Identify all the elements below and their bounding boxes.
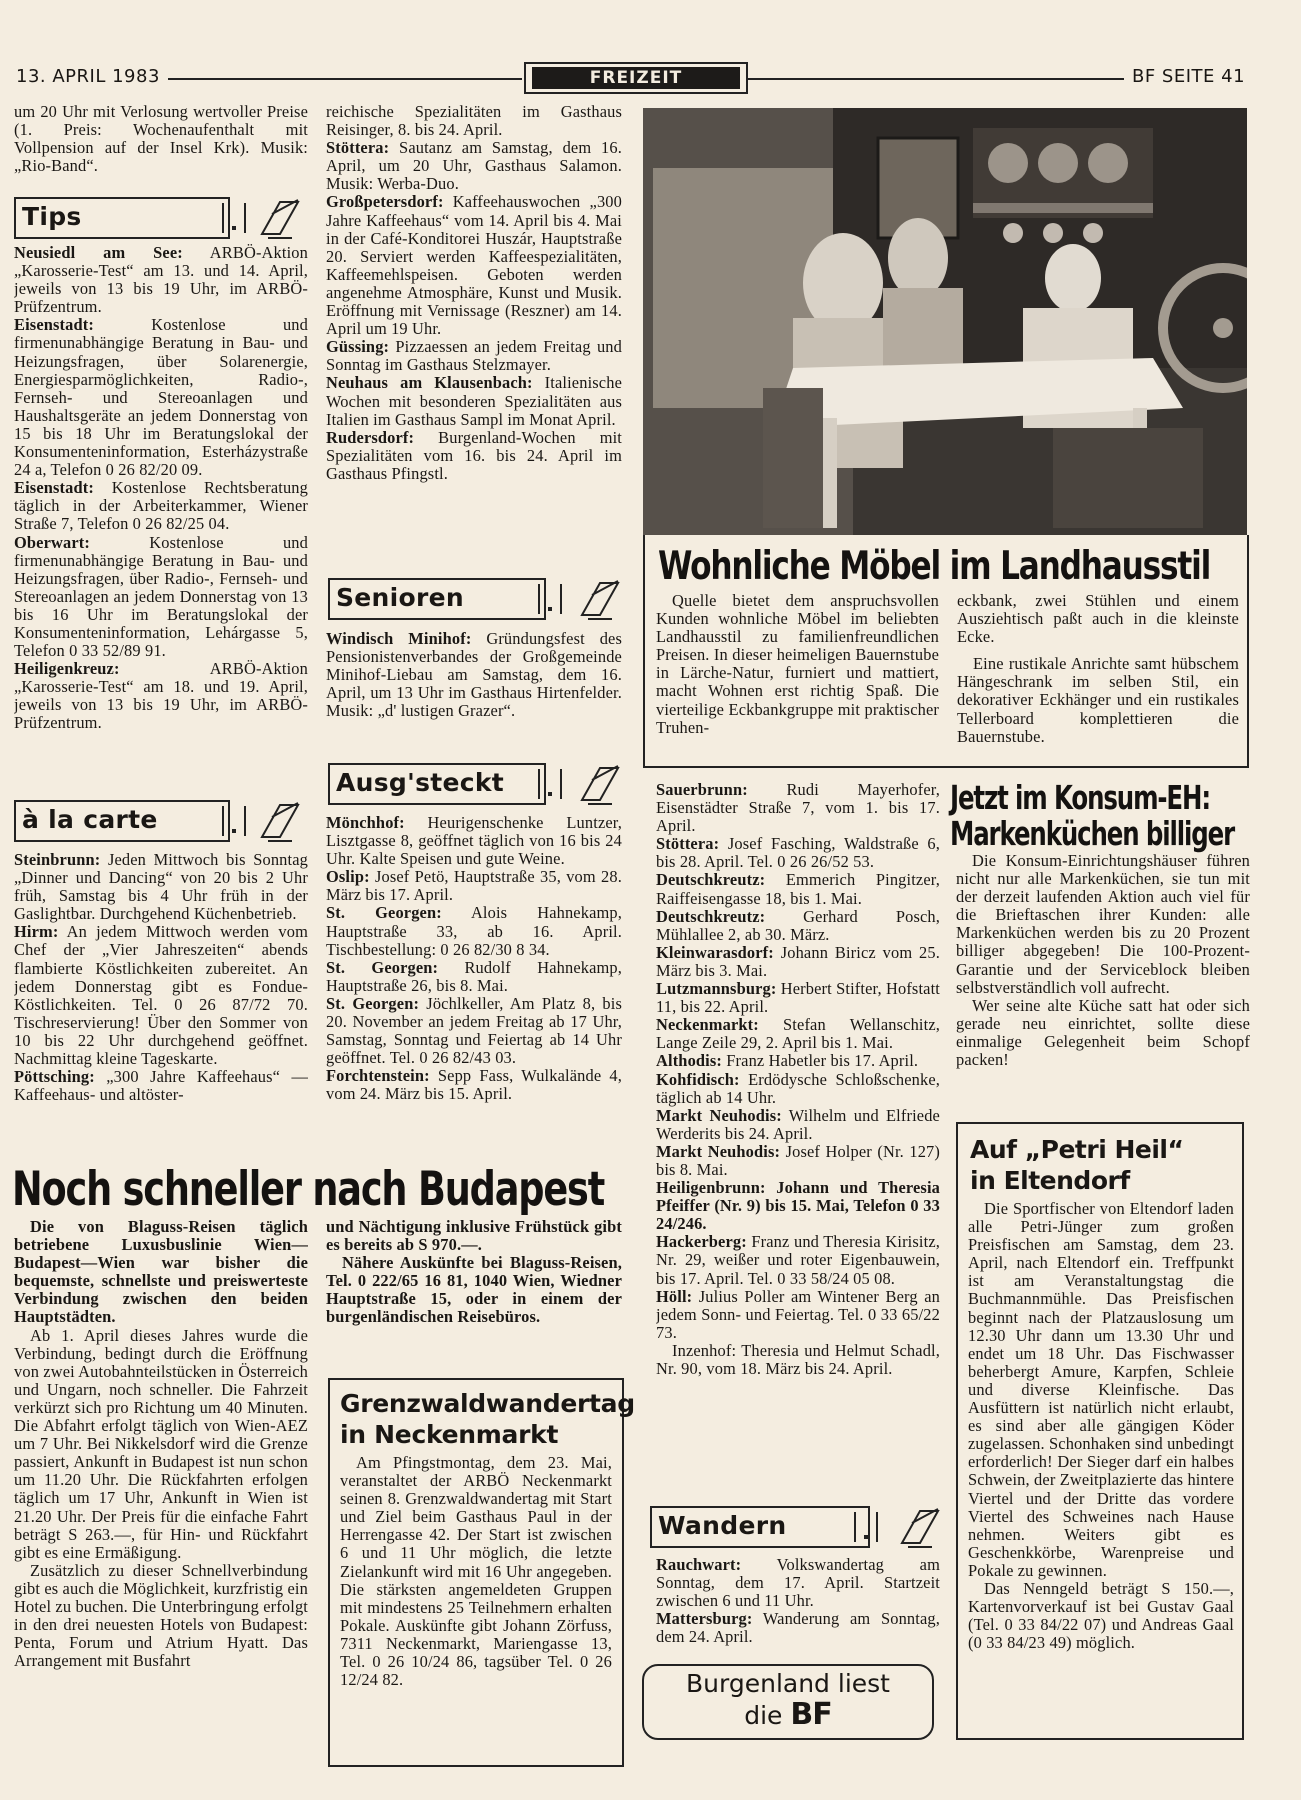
- alacarte-item: Steinbrunn: Jeden Mittwoch bis Sonntag „Dinner und Dancing“ von 20 bis 2 Uhr früh, Samstag bis 4 Uhr früh in der Gaslightbar. Durchgehend Küchenbetrieb.: [14, 851, 308, 924]
- ausgsteckt-item: Markt Neuhodis: Wilhelm und Elfriede Werderits bis 24. April.: [656, 1105, 940, 1143]
- tips-item: Oberwart: Kostenlose und firmenunabhängige Beratung in Bau- und Heizungsfragen, über Radio-, Fernseh- und Stereoanlagen an jedem Donnerstag von 13 bis 16 Uhr im Beratungslokal der Konsumenteninformation, Lehárgasse 5, Telefon 0 33 52/89 91.: [14, 532, 308, 661]
- budapest-headline: Noch schneller nach Budapest: [12, 1162, 605, 1217]
- budapest-contact: Nähere Auskünfte bei Blaguss-Reisen, Tel. 0 222/65 16 81, 1040 Wien, Wiedner Hauptstraße 15, oder in einem der burgenländischen Reisebüros.: [326, 1253, 622, 1327]
- petri-title-1: Auf „Petri Heil“: [970, 1135, 1184, 1164]
- moebel-col-2: [957, 592, 1239, 760]
- ausgsteckt-item: Mönchhof: Heurigenschenke Luntzer, Lisztgasse 8, geöffnet täglich von 16 bis 24 Uhr. Kalte Speisen und gute Weine.: [326, 814, 622, 869]
- ausgsteckt-item: St. Georgen: Alois Hahnekamp, Hauptstraße 33, ab 16. April. Tischbestellung: 0 26 82/30 8 34.: [326, 903, 622, 959]
- budapest-paragraph: Zusätzlich zu dieser Schnellverbindung gibt es auch die Möglichkeit, kurzfristig ein Hotel zu buchen. Die Unterbringung erfolgt in den drei neuesten Hotels von Budapest: Penta, Forum und Atrium Hyatt. Das Arrangement mit Busfahrt: [14, 1560, 308, 1671]
- ausgsteckt-item: Markt Neuhodis: Josef Holper (Nr. 127) bis 8. Mai.: [656, 1141, 940, 1179]
- konsum-paragraph: Die Konsum-Einrichtungshäuser führen nicht nur alle Markenküchen, sie tun mit der derzeit laufenden Aktion auch viel für die Brieftaschen ihrer Kunden: alle Markenküchen werden bis zu 20 Prozent billiger abgegeben! Die 100-Prozent-Garantie und der Serviceblock bleiben selbstverständlich voll aufrecht.: [956, 852, 1250, 997]
- petri-paragraph: Die Sportfischer von Eltendorf laden alle Petri-Jünger zum großen Preisfischen am Samstag, dem 23. April, nach Eltendorf ein. Treffpunkt ist am Veranstaltungstag die Buchmannmühle. Das Preisfischen beginnt nach der Platzauslosung um 12.30 Uhr dann um 13.30 Uhr und endet um 18 Uhr. Das Fischwasser beherbergt Amure, Karpfen, Schleie und diverse Kleinfische. Das Ausfüttern ist natürlich nicht erlaubt, es sind aber alle gängigen Köder zugelassen. Schonhaken sind unbedingt erforderlich! Der Sieger darf ein halbes Schwein, der Zweitplazierte das hintere Viertel und der Dritte das vordere Viertel des Schweines nach Hause nehmen. Weiters gibt es Geschenkkörbe, Warenpreise und Pokale zu gewinnen.: [968, 1200, 1234, 1580]
- ausgsteckt-item: Stöttera: Josef Fasching, Waldstraße 6, bis 28. April. Tel. 0 26 26/52 53.: [656, 834, 940, 872]
- alacarte-list: [14, 851, 308, 1141]
- moebel-headline: Wohnliche Möbel im Landhausstil: [658, 544, 1211, 589]
- konsum-headline-1: Jetzt im Konsum-EH:: [950, 778, 1210, 817]
- moebel-paragraph: Quelle bietet dem anspruchsvollen Kunden wohnliche Möbel im beliebten Landhausstil zu familienfreundlichen Preisen. In dieser heimeligen Bauernstube in Lärche-Natur, furniert und mattiert, macht Wohnen erst richtig Spaß. Die vierteilige Eckbankgruppe mit praktischer Truhen-: [656, 592, 939, 737]
- tips-item: Eisenstadt: Kostenlose Rechtsberatung täglich in der Arbeiterkammer, Wiener Straße 7, Telefon 0 26 82/25 04.: [14, 478, 308, 534]
- budapest-col-1: [14, 1218, 308, 1773]
- budapest-paragraph: und Nächtigung inklusive Frühstück gibt es bereits ab S 970.—.: [326, 1218, 622, 1255]
- ausgsteckt-item: Deutschkreutz: Emmerich Pingitzer, Raiffeisengasse 18, bis 1. Mai.: [656, 870, 940, 908]
- tips-item: Eisenstadt: Kostenlose und firmenunabhängige Beratung in Bau- und Heizungsfragen, über Solarenergie, Energiesparmöglichkeiten, Radio-, Fernseh- und Stereoanlagen und Haushaltsgeräte an jedem Donnerstag von 15 bis 18 Uhr im Beratungslokal der Konsumenteninformation, Esterházystraße 24 a, Telefon 0 26 82/20 09.: [14, 315, 308, 480]
- column-1-top: [14, 103, 308, 193]
- senioren-list: [326, 630, 622, 740]
- alacarte-item: Pöttsching: „300 Jahre Kaffeehaus“ — Kaffeehaus- und altöster-: [14, 1067, 308, 1105]
- promo-word: die: [744, 1701, 783, 1730]
- ausgsteckt-item: St. Georgen: Jöchlkeller, Am Platz 8, bis 20. November an jedem Freitag ab 17 Uhr, Samstag, Sonntag und Feiertag ab 14 Uhr geöffnet. Tel. 0 26 82/43 03.: [326, 993, 622, 1068]
- ausgsteckt-item: Sauerbrunn: Rudi Mayerhofer, Eisenstädter Straße 7, vom 1. bis 17. April.: [656, 781, 940, 836]
- promo-line-2: [642, 1698, 934, 1733]
- grenzwald-paragraph: Am Pfingstmontag, dem 23. Mai, veranstaltet der ARBÖ Neckenmarkt seinen 8. Grenzwaldwandertag mit Start und Ziel beim Gasthaus Paul in der Herrengasse 42. Der Start ist zwischen 6 und 11 Uhr möglich, die letzte Zielankunft wird mit 16 Uhr angegeben. Die stärksten angemeldeten Gruppen mit mindestens 25 Teilnehmern erhalten Pokale. Auskünfte gibt Johann Zörfuss, 7311 Neckenmarkt, Mariengasse 13, Tel. 0 26 10/24 86, tagsüber Tel. 0 26 12/24 82.: [340, 1454, 612, 1690]
- label-divider: [538, 769, 562, 799]
- ausgsteckt-item: Heiligenbrunn: Johann und Theresia Pfeiffer (Nr. 9) bis 15. Mai, Telefon 0 33 24/246.: [656, 1178, 940, 1234]
- alacarte-label-box: [14, 800, 230, 842]
- tips-label: Tips: [22, 202, 82, 231]
- label-divider: [222, 203, 246, 233]
- tips-list: [14, 244, 308, 782]
- label-divider: [854, 1512, 878, 1542]
- moebel-paragraph: eckbank, zwei Stühlen und einem Ausziehtisch paßt auch in die kleinste Ecke.: [957, 592, 1239, 647]
- wine-glass-icon: [578, 575, 622, 623]
- page-number: BF SEITE 41: [1132, 66, 1246, 87]
- budapest-paragraph: Ab 1. April dieses Jahres wurde die Verbindung, bedingt durch die Eröffnung von zwei Autobahnteilstücken in Österreich und Ungarn, noch schneller. Die Fahrzeit verkürzt sich pro Richtung um 40 Minuten. Die Abfahrt erfolgt täglich von Wien-AEZ um 7 Uhr. Bei Nikkelsdorf wird die Grenze passiert, Ankunft in Budapest ist nun schon um 11.20 Uhr. Die Rückfahrten erfolgen täglich um 17 Uhr, Ankunft in Wien ist 21.20 Uhr. Der Preis für die einfache Fahrt beträgt S 263.—, für Hin- und Rückfahrt gibt es eine Ermäßigung.: [14, 1325, 308, 1562]
- ausgsteckt-item: Althodis: Franz Habetler bis 17. April.: [656, 1051, 919, 1071]
- intro-text: reichische Spezialitäten im Gasthaus Reisinger, 8. bis 24. April.: [326, 103, 622, 140]
- wandern-label-box: [650, 1506, 870, 1548]
- label-divider: [222, 806, 246, 836]
- header-rule-left: [168, 78, 522, 80]
- moebel-col-1: [656, 592, 939, 760]
- alacarte-label: à la carte: [22, 805, 158, 834]
- ausgsteckt-item: Höll: Julius Poller am Wintener Berg an jedem Sonn- und Feiertag. Tel. 0 33 65/22 73.: [656, 1286, 940, 1342]
- column-2-top: [326, 103, 622, 555]
- wine-glass-icon: [898, 1503, 942, 1551]
- moebel-paragraph: Eine rustikale Anrichte samt hübschem Hängeschrank im selben Stil, ein dekorativer Eckhänger und ein rustikales Tellerboard komplettieren die Bauernstube.: [957, 654, 1239, 746]
- ausgsteckt-list: [326, 814, 622, 1142]
- budapest-col-2: [326, 1218, 622, 1358]
- ausgsteckt-item: St. Georgen: Rudolf Hahnekamp, Hauptstraße 26, bis 8. Mai.: [326, 957, 622, 995]
- section-title: FREIZEIT: [532, 67, 740, 89]
- konsum-text: [956, 852, 1250, 1102]
- header-rule-right: [746, 78, 1124, 80]
- ausgsteckt-continued: [656, 781, 940, 1471]
- issue-date: 13. APRIL 1983: [16, 66, 160, 87]
- ausgsteckt-item: Oslip: Josef Petö, Hauptstraße 35, vom 28. März bis 17. April.: [326, 867, 622, 905]
- ausgsteckt-item: Deutschkreutz: Gerhard Posch, Mühlallee 2, ab 30. März.: [656, 906, 940, 944]
- ausgsteckt-item: Forchtenstein: Sepp Fass, Wulkalände 4, vom 24. März bis 15. April.: [326, 1066, 622, 1104]
- event-item: Neuhaus am Klausenbach: Italienische Wochen mit besonderen Spezialitäten aus Italien im Gasthaus Sampl im Monat April.: [326, 373, 622, 429]
- grenzwald-text: [340, 1454, 612, 1758]
- section-banner: [524, 62, 748, 94]
- wine-glass-icon: [258, 797, 302, 845]
- konsum-headline-2: Markenküchen billiger: [950, 814, 1235, 853]
- promo-line-1: Burgenland liest: [686, 1669, 890, 1698]
- ausgsteckt-item: Lutzmannsburg: Herbert Stifter, Hofstatt 11, bis 22. April.: [656, 979, 940, 1017]
- senioren-label-box: [328, 578, 546, 620]
- wandern-list: [656, 1556, 940, 1656]
- senioren-item: Windisch Minihof: Gründungsfest des Pensionistenverbandes der Großgemeinde Minihof-Liebau am Samstag, dem 16. April, um 13 Uhr im Gasthaus Hirtenfelder. Musik: „d' lustigen Grazer“.: [326, 630, 622, 721]
- budapest-lead: Die von Blaguss-Reisen täglich betriebene Luxusbuslinie Wien—Budapest—Wien war bisher die bequemste, schnellste und preiswerteste Verbindung zwischen den beiden Hauptstädten.: [14, 1218, 308, 1327]
- ausgsteckt-label-box: [328, 763, 546, 805]
- petri-paragraph: Das Nenngeld beträgt S 150.—, Kartenvorverkauf ist bei Gustav Gaal (Tel. 0 33 84/22 07) und Andreas Gaal (0 33 84/23 49) möglich.: [968, 1578, 1234, 1653]
- alacarte-item: Hirm: An jedem Mittwoch werden vom Chef der „Vier Jahreszeiten“ abends flambierte Köstlichkeiten zubereitet. An jedem Donnerstag gibt es Fondue-Köstlichkeiten. Tel. 0 26 87/72 70. Tischreservierung! Über den Sommer von 10 bis 22 Uhr durchgehend geöffnet. Nachmittag kleine Tageskarte.: [14, 922, 308, 1069]
- event-item: Rudersdorf: Burgenland-Wochen mit Spezialitäten vom 16. bis 24. April im Gasthaus Pfingstl.: [326, 427, 622, 483]
- newspaper-logo: BF: [790, 1697, 832, 1732]
- tips-label-box: [14, 197, 230, 239]
- event-item: Großpetersdorf: Kaffeehauswochen „300 Jahre Kaffeehaus“ vom 14. April bis 4. Mai in der Café-Konditorei Huszár, Hauptstraße 20. Serviert werden Kaffeespezialitäten, Kaffeemehlspeisen. Geboten werden angenehme Atmosphäre, Kunst und Musik. Eröffnung mit Vernissage (Reszner) am 14. April um 19 Uhr.: [326, 192, 622, 339]
- wandern-item: Mattersburg: Wanderung am Sonntag, dem 24. April.: [656, 1609, 940, 1647]
- event-item: Stöttera: Sautanz am Samstag, dem 16. April, um 20 Uhr, Gasthaus Salamon. Musik: Werba-Duo.: [326, 138, 622, 194]
- ausgsteckt-item: Kleinwarasdorf: Johann Biricz vom 25. März bis 3. Mai.: [656, 942, 940, 980]
- wandern-item: Rauchwart: Volkswandertag am Sonntag, dem 17. April. Startzeit zwischen 6 und 11 Uhr.: [656, 1556, 940, 1611]
- wandern-label: Wandern: [658, 1511, 787, 1540]
- petri-text: [968, 1200, 1234, 1730]
- senioren-label: Senioren: [336, 583, 464, 612]
- event-item: Güssing: Pizzaessen an jedem Freitag und Sonntag im Gasthaus Stelzmayer.: [326, 337, 622, 375]
- wine-glass-icon: [258, 194, 302, 242]
- ausgsteckt-item: Inzenhof: Theresia und Helmut Schadl, Nr. 90, vom 18. März bis 24. April.: [656, 1340, 940, 1378]
- grenzwald-title: Grenzwaldwandertag in Neckenmarkt: [340, 1389, 635, 1449]
- ausgsteckt-label: Ausg'steckt: [336, 768, 505, 797]
- tips-item: Neusiedl am See: ARBÖ-Aktion „Karosserie-Test“ am 13. und 14. April, jeweils von 13 bis 19 Uhr, im ARBÖ-Prüfzentrum.: [14, 244, 308, 317]
- label-divider: [538, 584, 562, 614]
- tips-item: Heiligenkreuz: ARBÖ-Aktion „Karosserie-Test“ am 18. und 19. April, jeweils von 13 bis 19 Uhr, im ARBÖ-Prüfzentrum.: [14, 659, 308, 733]
- ausgsteckt-item: Hackerberg: Franz und Theresia Kirisitz, Nr. 29, weißer und roter Eigenbauwein, bis 17. April. Tel. 0 33 58/24 05 08.: [656, 1232, 940, 1288]
- intro-text: um 20 Uhr mit Verlosung wertvoller Preise (1. Preis: Wochenaufenthalt mit Vollpension auf der Insel Krk). Musik: „Rio-Band“.: [14, 103, 308, 176]
- country-kitchen-photo: [643, 108, 1247, 535]
- konsum-paragraph: Wer seine alte Küche satt hat oder sich gerade neu einrichtet, sollte diese einmalige Gelegenheit beim Schopf packen!: [956, 995, 1250, 1070]
- wine-glass-icon: [578, 760, 622, 808]
- ausgsteckt-item: Kohfidisch: Erdödysche Schloßschenke, täglich ab 14 Uhr.: [656, 1069, 940, 1107]
- ausgsteckt-item: Neckenmarkt: Stefan Wellanschitz, Lange Zeile 29, 2. April bis 1. Mai.: [656, 1015, 940, 1053]
- petri-title-2: in Eltendorf: [970, 1166, 1130, 1195]
